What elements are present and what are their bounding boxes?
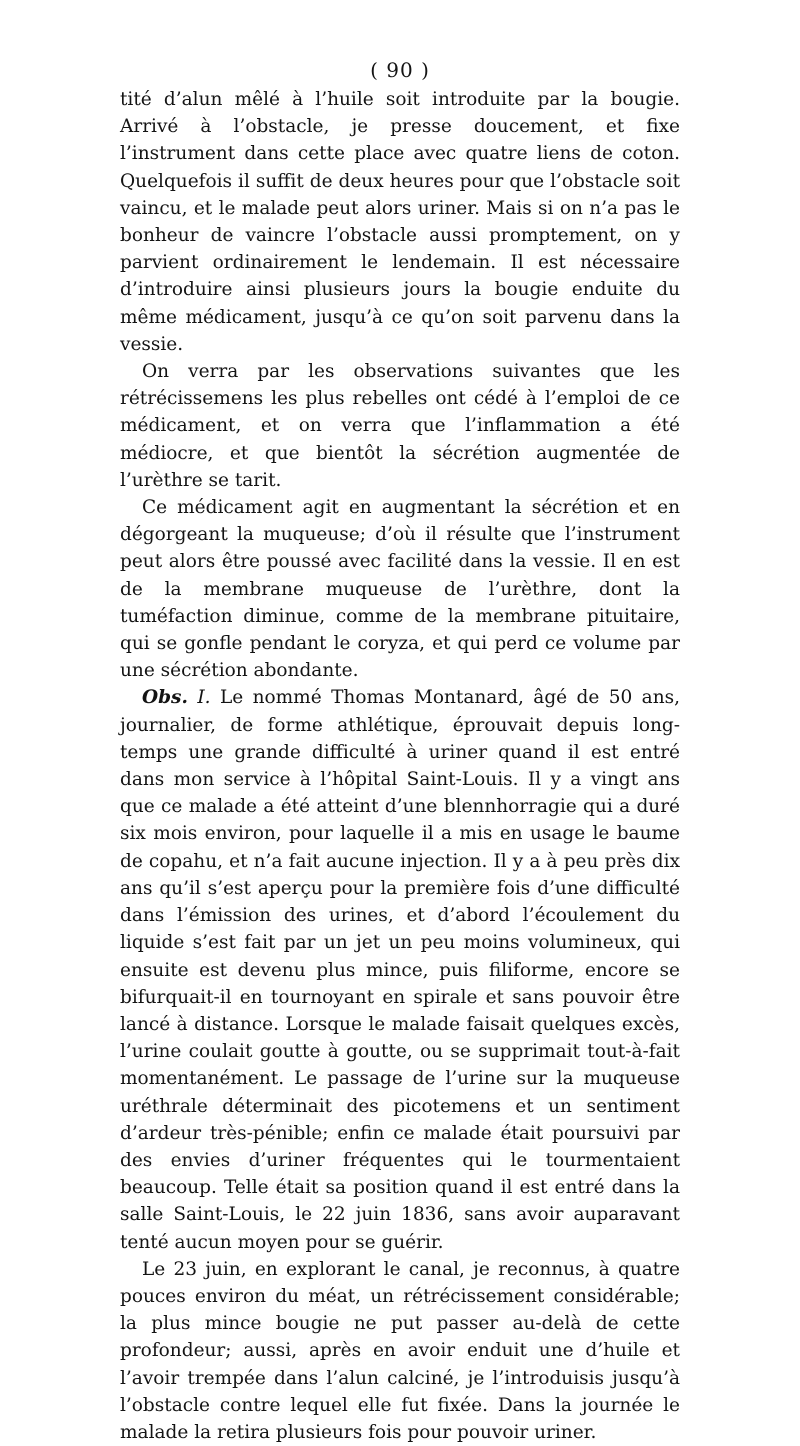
paragraph-final: Le 23 juin, en explorant le canal, je reconnus, à quatre pouces environ du méat, un rétrécissement considérable; la plus mince bougie ne put passer au-delà de cette profondeur; aussi, après en avoir enduit une d’huile et l’avoir trempée dans l’alun calciné, je l’introduisis jusqu’à l’obstacle contre lequel elle fut fixée. Dans la journée le malade la retira plusieurs fois pour pouvoir uriner. (120, 1258, 680, 1443)
page-number: ( 90 ) (370, 58, 430, 82)
observation-text: Le nommé Thomas Montanard, âgé de 50 ans, journalier, de forme athlétique, éprouvait depuis long-temps une grande difficulté à uriner quand il est entré dans mon service à l’hôpital Saint-Louis. Il y a vingt ans que ce malade a été atteint d’une blennhorragie qui a duré six mois environ, pour laquelle il a mis en usage le baume de copahu, et n’a fait aucune injection. Il y a à peu près dix ans qu’il s’est aperçu pour la première fois d’une difficulté dans l’émission des urines, et d’abord l’écoulement du liquide s’est fait par un jet un peu moins volumineux, qui ensuite est devenu plus mince, puis filiforme, encore se bifurquait-il en tournoyant en spirale et sans pouvoir être lancé à distance. Lorsque le malade faisait quelques excès, l’urine coulait goutte à goutte, ou se supprimait tout-à-fait momentanément. Le passage de l’urine sur la muqueuse uréthrale déterminait des picotemens et un sentiment d’ardeur très-pénible; enfin ce malade était poursuivi par des envies d’uriner fréquentes qui le tourmentaient beaucoup. Telle était sa position quand il est entré dans la salle Saint-Louis, le 22 juin 1836, sans avoir auparavant tenté aucun moyen pour se guérir. (120, 687, 680, 1253)
observation-paragraph (120, 684, 680, 1255)
page-body (120, 86, 680, 1446)
paragraph-medicament-action: Ce médicament agit en augmentant la sécrétion et en dégorgeant la muqueuse; d’où il résulte que l’instrument peut alors être poussé avec facilité dans la vessie. Il en est de la membrane muqueuse de l’urèthre, dont la tuméfaction diminue, comme de la membrane pituitaire, qui se gonfle pendant le coryza, et qui perd ce volume par une sécrétion abondante. (120, 497, 680, 682)
paragraph-observations-intro: On verra par les observations suivantes que les rétrécissemens les plus rebelles ont cédé à l’emploi de ce médicament, et on verra que l’inflammation a été médiocre, et que bientôt la sécrétion augmentée de l’urèthre se tarit. (120, 361, 680, 491)
observation-number: I. (197, 687, 211, 709)
observation-label: Obs. (142, 687, 188, 709)
paragraph-continuation: tité d’alun mêlé à l’huile soit introduite par la bougie. Arrivé à l’obstacle, je presse doucement, et fixe l’instrument dans cette place avec quatre liens de coton. Quelquefois il suffit de deux heures pour que l’obstacle soit vaincu, et le malade peut alors uriner. Mais si on n’a pas le bonheur de vaincre l’obstacle aussi promptement, on y parvient ordinairement le lendemain. Il est nécessaire d’introduire ainsi plusieurs jours la bougie enduite du même médicament, jusqu’à ce qu’on soit parvenu dans la vessie. (120, 89, 680, 355)
